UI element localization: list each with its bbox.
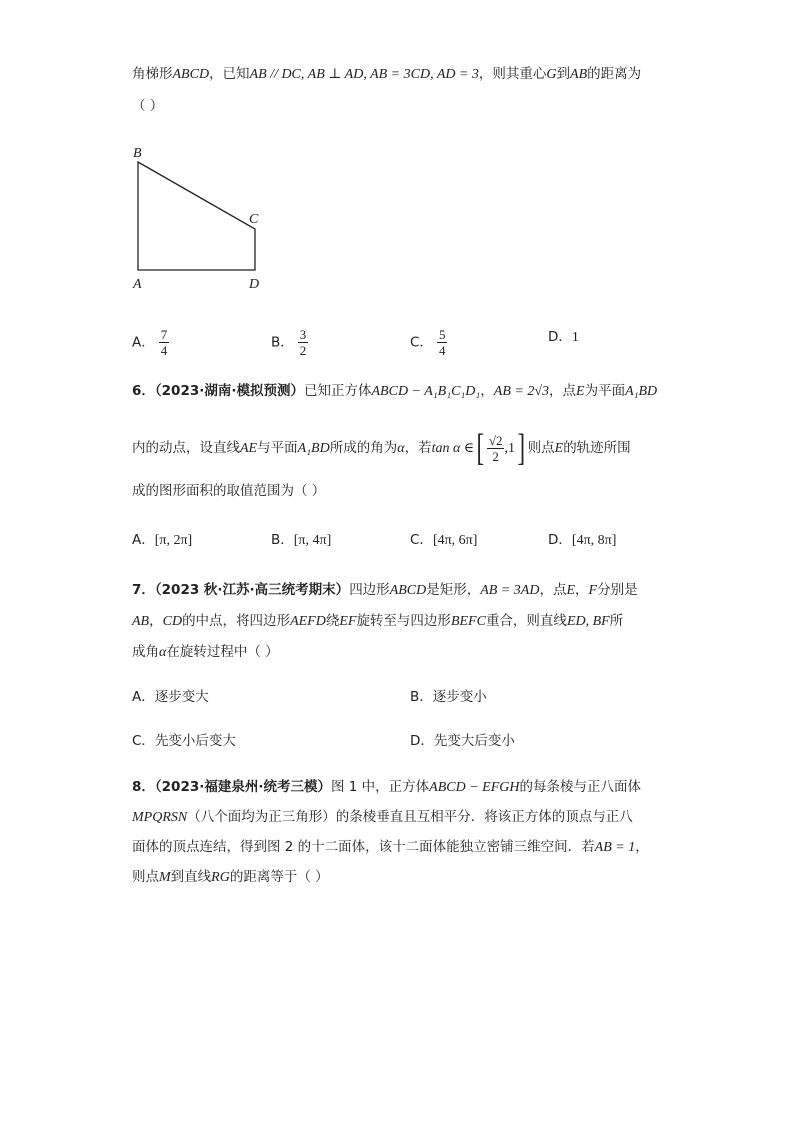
q6-math: E xyxy=(554,441,564,456)
q7-text: 绕 xyxy=(325,613,340,629)
option-value: [π, 2π] xyxy=(154,533,193,548)
q6-text: 的轨迹所围 xyxy=(563,440,631,456)
left-bracket: [ xyxy=(476,427,485,469)
trapezoid-shape xyxy=(138,162,255,270)
option-value: [4π, 6π] xyxy=(432,533,478,548)
q7-math: ABCD xyxy=(389,583,427,598)
trapezoid-figure xyxy=(125,140,275,295)
option-value: 逐步变大 xyxy=(154,689,209,705)
q5-text: 到 xyxy=(556,66,571,82)
option-letter: D． xyxy=(548,329,572,345)
q6-math: ABCD − A₁B₁C₁D₁ xyxy=(371,384,481,399)
q8-text: 的距离等于（ ） xyxy=(229,869,329,885)
label-b: B xyxy=(133,146,142,161)
q6-stem-line-1 xyxy=(132,381,657,402)
q7-math: E xyxy=(566,583,576,598)
q8-math: MPQRSN xyxy=(132,810,188,825)
q6-text: ，点 xyxy=(549,383,577,399)
q5-option-c[interactable] xyxy=(410,327,447,358)
q7-stem-line-2 xyxy=(132,611,623,632)
q7-math: AB xyxy=(132,614,150,629)
numerator: 3 xyxy=(299,327,307,342)
q8-stem-line-2 xyxy=(132,807,633,828)
option-fraction xyxy=(437,327,448,358)
q6-math: A₁BD xyxy=(297,441,330,456)
q6-fraction xyxy=(487,433,505,464)
q8-text: 则点 xyxy=(132,869,159,885)
option-letter: C． xyxy=(410,532,433,548)
q6-math: AE xyxy=(240,441,258,456)
question-source: （2023·湖南·模拟预测） xyxy=(154,383,304,399)
q5-stem-line-1 xyxy=(132,64,641,85)
q6-math: A₁BD xyxy=(625,384,658,399)
q6-math: AB = 2√3 xyxy=(493,384,550,399)
q7-text: 旋转至与四边形 xyxy=(356,613,451,629)
q8-stem-line-4 xyxy=(132,867,329,888)
q7-option-b[interactable] xyxy=(410,687,487,707)
q7-text: 成角 xyxy=(132,644,159,660)
option-value: [4π, 8π] xyxy=(571,533,617,548)
q8-math: ABCD − EFGH xyxy=(429,780,520,795)
question-source: （2023 秋·江苏·高三统考期末） xyxy=(154,582,350,598)
q8-text: 到直线 xyxy=(170,869,212,885)
right-bracket: ] xyxy=(517,427,526,469)
q5-condition: AB // DC, AB ⊥ AD, AB = 3CD, AD = 3 xyxy=(249,67,479,82)
q7-math: CD xyxy=(162,614,183,629)
label-a: A xyxy=(133,277,142,292)
q5-text: 的距离为 xyxy=(587,66,642,82)
q5-text: ，则其重心 xyxy=(478,66,547,82)
option-fraction xyxy=(298,327,309,358)
q8-math: RG xyxy=(211,870,230,885)
q7-math: ED, BF xyxy=(566,614,610,629)
q6-text: 已知正方体 xyxy=(304,383,372,399)
q8-text: 图 1 中，正方体 xyxy=(331,779,430,795)
question-number: 7． xyxy=(132,582,155,598)
q8-math: AB = 1 xyxy=(594,840,636,855)
q6-option-a[interactable] xyxy=(132,530,192,551)
q7-text: 四边形 xyxy=(349,582,390,598)
option-letter: B． xyxy=(271,532,294,548)
numerator: 5 xyxy=(438,327,446,342)
question-number: 6． xyxy=(132,383,155,399)
q7-math: F xyxy=(588,583,598,598)
q7-text: ， xyxy=(149,613,163,629)
q7-math: AB = 3AD xyxy=(480,583,540,598)
q6-text: ，若 xyxy=(404,440,432,456)
q7-stem-line-1 xyxy=(132,580,638,601)
q6-stem-line-3: 成的图形面积的取值范围为（ ） xyxy=(132,483,326,499)
q5-text: 角梯形 xyxy=(132,66,173,82)
q8-text: ， xyxy=(635,839,649,855)
option-letter: A． xyxy=(132,334,155,351)
q6-math: α xyxy=(397,441,405,456)
denominator: 4 xyxy=(160,343,168,358)
option-letter: C． xyxy=(410,334,433,351)
option-letter: B． xyxy=(410,689,433,705)
denominator: 4 xyxy=(438,343,446,358)
q7-math: EF xyxy=(339,614,357,629)
q7-text: 的中点，将四边形 xyxy=(182,613,291,629)
option-value: 1 xyxy=(571,330,579,345)
question-source: （2023·福建泉州·统考三模） xyxy=(154,779,331,795)
q7-stem-line-3 xyxy=(132,642,279,663)
option-value: 先变小后变大 xyxy=(154,733,236,749)
q6-text: 为平面 xyxy=(584,383,626,399)
q6-option-b[interactable] xyxy=(271,530,331,551)
q5-option-d[interactable] xyxy=(548,327,579,348)
q6-text: 所成的角为 xyxy=(329,440,398,456)
q7-text: 是矩形， xyxy=(426,582,481,598)
label-d: D xyxy=(249,277,260,292)
option-letter: C． xyxy=(132,733,155,749)
q7-math: AEFD xyxy=(290,614,326,629)
q8-math: M xyxy=(159,870,171,885)
numerator: √2 xyxy=(488,432,503,448)
q5-math: AB xyxy=(570,67,588,82)
q7-option-a[interactable] xyxy=(132,687,209,707)
q7-text: 在旋转过程中（ ） xyxy=(166,644,279,660)
q6-text: 则点 xyxy=(527,440,555,456)
option-value: [π, 4π] xyxy=(293,533,332,548)
q8-text: 面体的顶点连结，得到图 2 的十二面体，该十二面体能独立密铺三维空间．若 xyxy=(132,839,595,855)
option-value: 逐步变小 xyxy=(432,689,487,705)
q5-math: ABCD xyxy=(172,67,210,82)
q5-option-a[interactable] xyxy=(132,327,169,358)
q6-math: tan α ∈ xyxy=(431,441,475,456)
q6-option-c[interactable] xyxy=(410,530,477,551)
q7-math: α xyxy=(159,645,167,660)
q6-stem-line-2 xyxy=(132,429,631,467)
q8-stem-line-1 xyxy=(132,777,641,798)
q7-math: BEFC xyxy=(450,614,486,629)
q6-math: E xyxy=(576,384,585,399)
option-letter: D． xyxy=(410,733,434,749)
q7-text: 分别是 xyxy=(597,582,638,598)
q6-option-d[interactable] xyxy=(548,530,616,551)
q8-text: 的每条棱与正八面体 xyxy=(519,779,641,795)
q8-stem-line-3 xyxy=(132,837,649,858)
option-letter: A． xyxy=(132,689,155,705)
q5-math: G xyxy=(546,67,557,82)
q5-paren: （ ） xyxy=(132,98,164,114)
option-letter: D． xyxy=(548,532,572,548)
q5-option-b[interactable] xyxy=(271,327,308,358)
denominator: 2 xyxy=(492,448,499,464)
denominator: 2 xyxy=(299,343,307,358)
numerator: 7 xyxy=(160,327,168,342)
option-value: 先变大后变小 xyxy=(433,733,515,749)
q6-text: ， xyxy=(480,383,494,399)
label-c: C xyxy=(249,212,259,227)
q6-math: ,1 xyxy=(504,441,515,456)
q7-option-d[interactable] xyxy=(410,731,515,751)
option-letter: B． xyxy=(271,334,294,351)
option-fraction xyxy=(159,327,170,358)
q5-text: ，已知 xyxy=(209,66,250,82)
q6-text: 与平面 xyxy=(257,440,298,456)
q7-text: 重合，则直线 xyxy=(485,613,567,629)
q7-text: 所 xyxy=(609,613,624,629)
question-number: 8． xyxy=(132,779,155,795)
q7-option-c[interactable] xyxy=(132,731,236,751)
q8-text: （八个面均为正三角形）的条棱垂直且互相平分．将该正方体的顶点与正八 xyxy=(187,809,633,825)
q7-text: ，点 xyxy=(539,582,567,598)
q6-text: 内的动点，设直线 xyxy=(132,440,240,456)
q7-text: ， xyxy=(575,582,589,598)
option-letter: A． xyxy=(132,532,155,548)
